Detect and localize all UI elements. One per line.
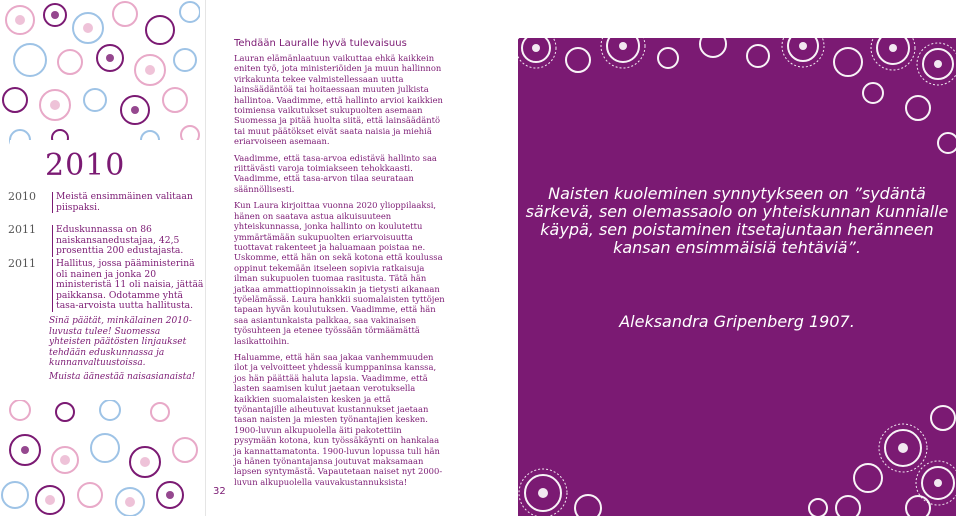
timeline-call-to-action: Muista äänestää naisasianaista!	[49, 372, 196, 382]
article-paragraph: Vaadimme, että tasa-arvoa edistävä hallinto saa riittävästi varoja toimiakseen tehokkaasti. Vaadimme, että tasa-arvon tilaa seurataan säännöllisesti.	[234, 152, 437, 194]
article	[234, 38, 446, 493]
article-paragraph: Haluamme, että hän saa jakaa vanhemmuuden ilot ja velvoitteet yhdessä kumppaninsa kanssa, jos hän päättää haluta lapsia. Vaadimme, että lasten saamisen kulut jaetaan verotuksella kaikkien suomalaisten kesken ja että työnantajille aiheutuvat kustannukset jaetaan tasan naisten ja miesten työnantajien kesken. 1900-luvun alkupuolella äiti pakotettiin pysymään kotona, kun työssäkäynti on hankalaa ja kannattamatonta. 1900-luvun lopussa tuli hän ja hänen työnantajansa joutuvat maksamaan lapsen syntymästä. Vapautetaan naiset nyt 2000-luvun alkupuolella vauvakustannuksista!	[234, 351, 443, 487]
page-divider	[205, 0, 206, 516]
article-paragraph: Lauran elämänlaatuun vaikuttaa ehkä kaikkein eniten työ, jota ministeriöiden ja muun hallinnon virkakunta tekee valmistellessaan uutta lainsäädäntöä tai hoitaessaan muuten julkista hallintoa. Vaadimme, että hallinto arvioi kaikkien toimiensa vaikutukset sukupuolten asemaan Suomessa ja pitää huolta siitä, että lainsäädäntö tai muut päätökset eivät saata naisia ja miehiä eriarvoiseen asemaan.	[234, 53, 443, 147]
article-title: Tehdään Lauralle hyvä tulevaisuus	[234, 38, 407, 49]
quote-text: Naisten kuoleminen synnytykseen on ”sydäntä särkevä, sen olemassaolo on yhteiskunnan kunnialle käypä, sen poistaminen itsetajuntaan heränneen kansan ensimmäisiä tehtäviä”.	[525, 184, 949, 257]
timeline-entry-text: Meistä ensimmäinen valitaan piispaksi.	[52, 192, 206, 213]
timeline-year-heading: 2010	[45, 148, 126, 183]
lace-flower-icon	[518, 38, 956, 516]
page-number: 32	[213, 486, 226, 497]
timeline-entry-year: 2010	[8, 190, 36, 203]
quote-author: Aleksandra Gripenberg 1907.	[619, 312, 855, 331]
timeline-entry-text: Eduskunnassa on 86 naiskansanedustajaa, 42,5 prosenttia 200 edustajasta.	[52, 225, 206, 257]
timeline-entry-year: 2011	[8, 257, 36, 270]
article-paragraph: Kun Laura kirjoittaa vuonna 2020 ylioppilaaksi, hänen on saatava astua aikuisuuteen yhteiskunnassa, jonka hallinto on koulutettu ymmärtämään sukupuolten eriarvoisuutta tuottavat rakenteet ja haluamaan poistaa ne. Uskomme, että hän on sekä kotona että koulussa oppinut tekemään itseleen sopivia ratkaisuja ilman sukupuolen tuomaa rasitusta. Tätä hän jatkaa ammattiopinnoissakin ja tietysti aikanaan työelämässä. Laura hankkii suomalaisten tyttöjen tapaan hyvän koulutuksen. Vaadimme, että hän saa asiantunkaista palkkaa, saa vakinaisen työsuhteen ja etenee työssään törmäämättä lasikattoihin.	[234, 200, 445, 346]
quote-box	[518, 38, 956, 516]
timeline-note: Sinä päätät, minkälainen 2010-luvusta tulee! Suomessa yhteisten päätösten linjaukset tehdään eduskunnassa ja kunnanvaltuustoissa.	[49, 316, 192, 368]
timeline-entry-text: Hallitus, jossa pääministerinä oli nainen ja jonka 20 ministeristä 11 oli naisia, jättää paikkansa. Odotamme yhtä tasa-arvoista uutta hallitusta.	[52, 259, 206, 312]
timeline-entry-year: 2011	[8, 223, 36, 236]
